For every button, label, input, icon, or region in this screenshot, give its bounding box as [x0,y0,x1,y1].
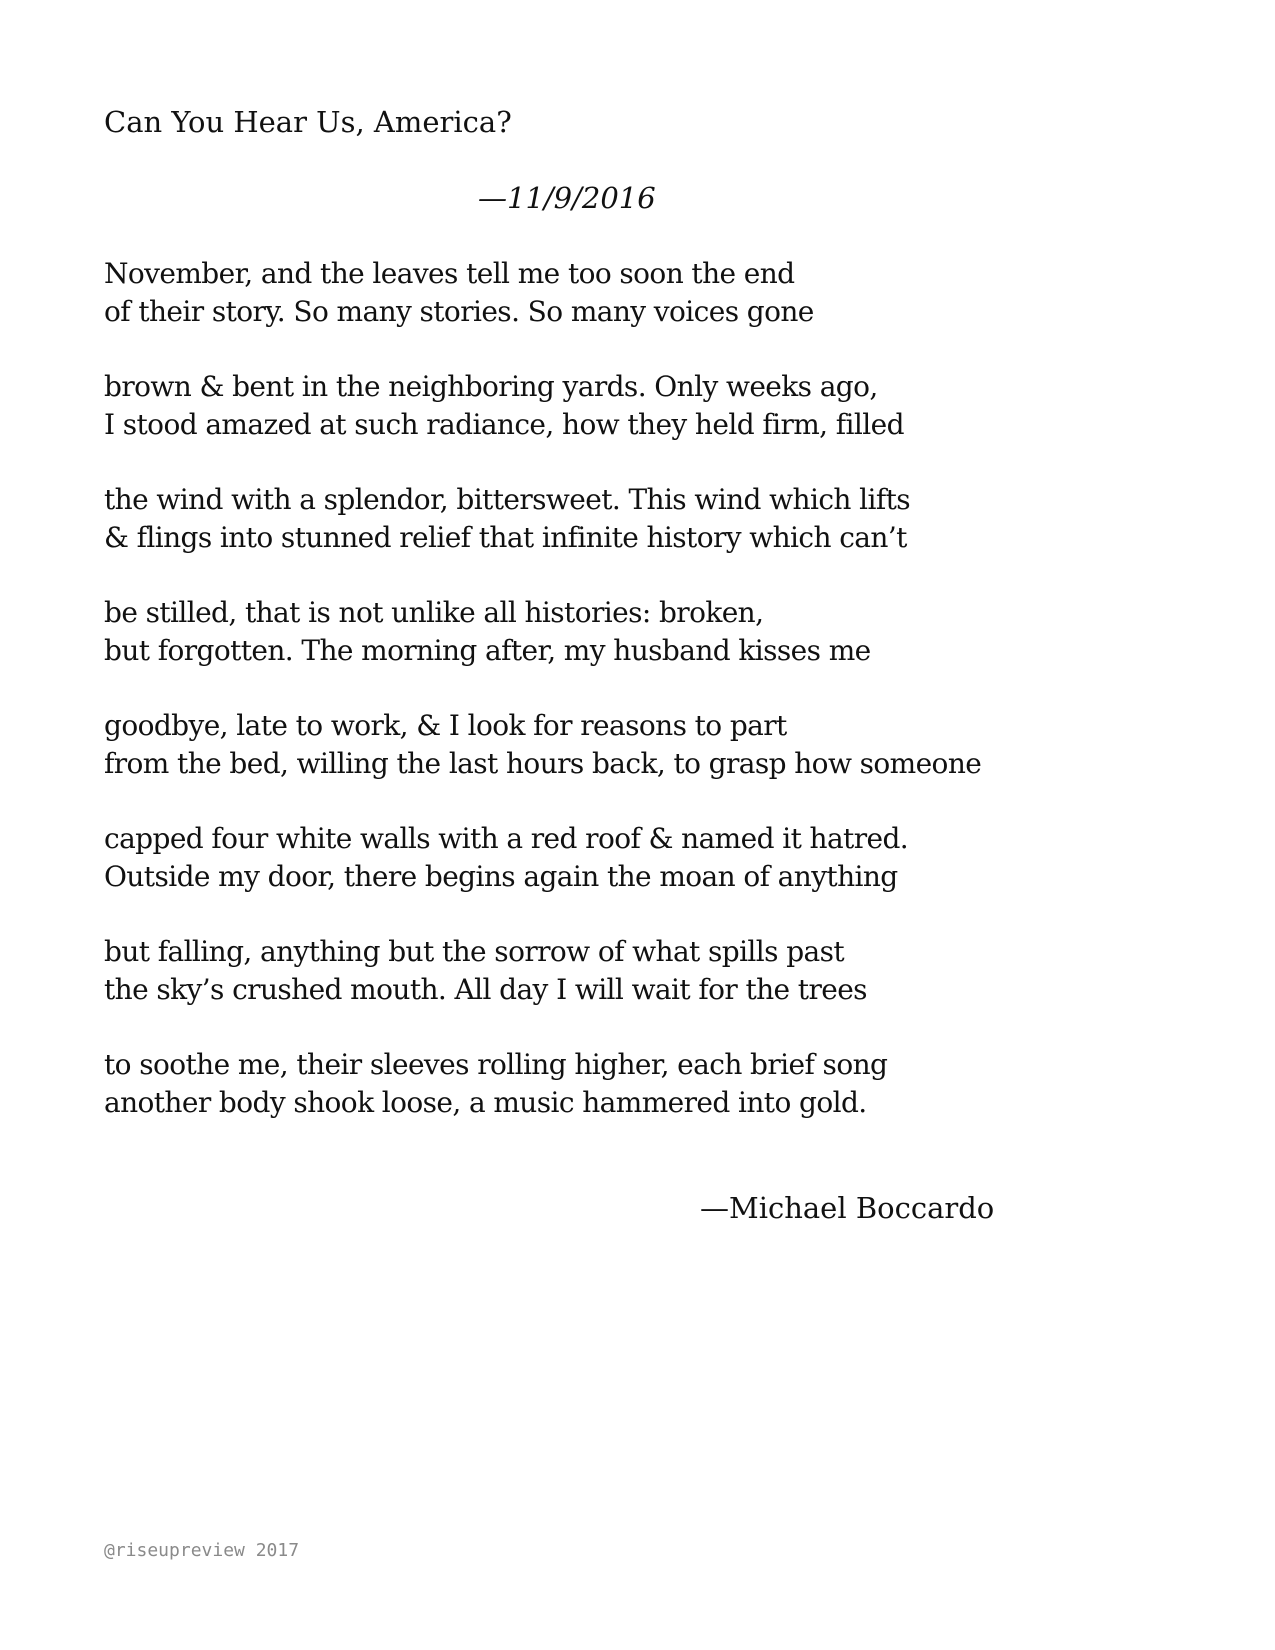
poem-line: another body shook loose, a music hammered into gold. [104,1086,867,1119]
stanza [104,368,1234,444]
poem-line: be stilled, that is not unlike all histories: broken, [104,596,764,629]
footer-credit: @riseupreview 2017 [104,1540,300,1561]
poem-line: to soothe me, their sleeves rolling higher, each brief song [104,1048,888,1081]
poem-line: but falling, anything but the sorrow of what spills past [104,935,845,968]
poem-line: capped four white walls with a red roof & named it hatred. [104,822,909,855]
stanza [104,255,1234,331]
author-signature: —Michael Boccardo [700,1191,995,1225]
stanza [104,933,1234,1009]
stanza [104,1046,1234,1122]
stanza [104,594,1234,670]
poem-line: I stood amazed at such radiance, how they held firm, filled [104,408,904,441]
poem-body [104,255,1234,1159]
poem-date: —11/9/2016 [478,181,656,215]
stanza [104,820,1234,896]
poem-line: brown & bent in the neighboring yards. Only weeks ago, [104,370,878,403]
poem-line: November, and the leaves tell me too soon the end [104,257,795,290]
poem-line: of their story. So many stories. So many voices gone [104,295,814,328]
stanza [104,481,1234,557]
poem-line: but forgotten. The morning after, my husband kisses me [104,634,871,667]
stanza [104,707,1234,783]
poem-line: goodbye, late to work, & I look for reasons to part [104,709,787,742]
poem-line: Outside my door, there begins again the moan of anything [104,860,898,893]
poem-title: Can You Hear Us, America? [104,105,512,139]
poem-line: & flings into stunned relief that infinite history which can’t [104,521,907,554]
poem-line: from the bed, willing the last hours back, to grasp how someone [104,747,982,780]
poem-line: the sky’s crushed mouth. All day I will wait for the trees [104,973,867,1006]
poem-line: the wind with a splendor, bittersweet. This wind which lifts [104,483,911,516]
